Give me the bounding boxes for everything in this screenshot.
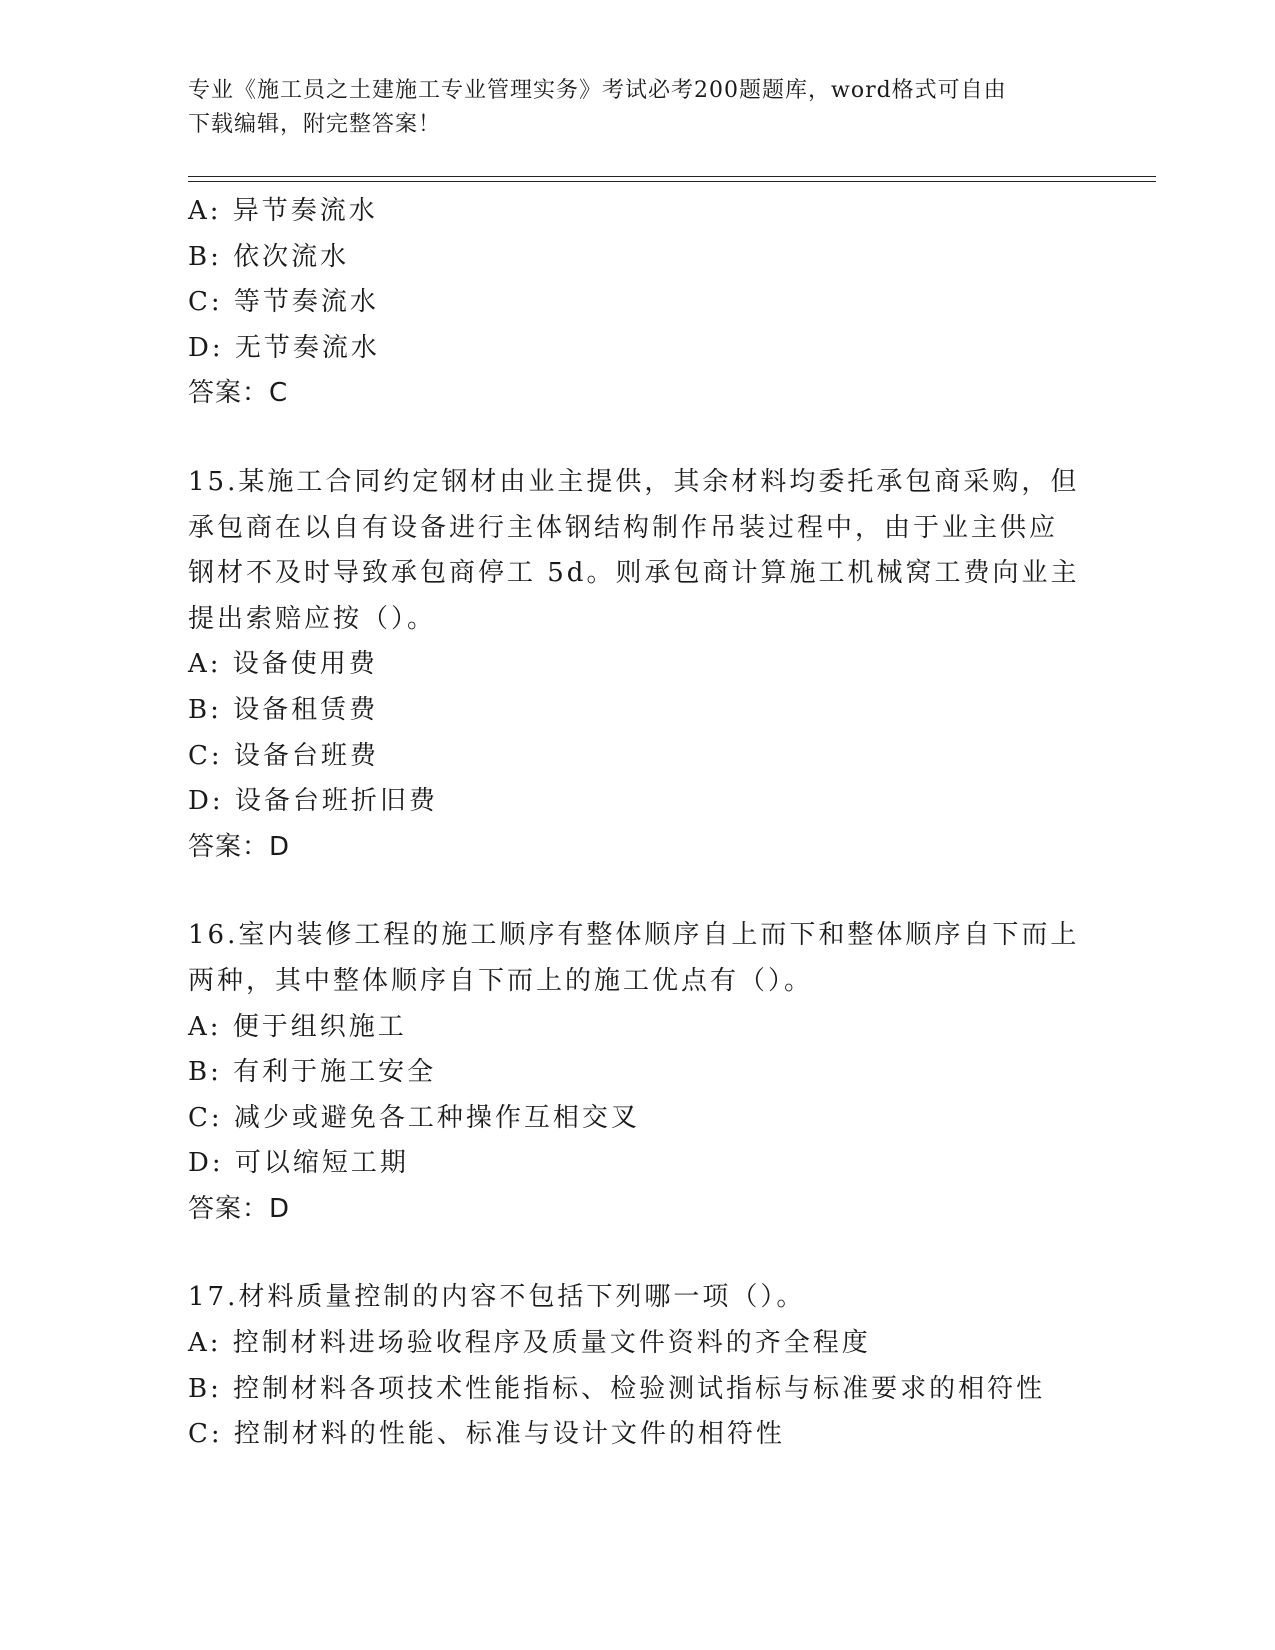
question-text-line: 16.室内装修工程的施工顺序有整体顺序自上而下和整体顺序自下而上 xyxy=(188,920,1080,951)
option-a: A: 设备使用费 xyxy=(188,649,378,680)
question-content xyxy=(188,189,1088,1458)
option-b: B: 控制材料各项技术性能指标、检验测试指标与标准要求的相符性 xyxy=(188,1373,1046,1404)
spacer xyxy=(188,870,1088,913)
question-text-line: 钢材不及时导致承包商停工 5d。则承包商计算施工机械窝工费向业主 xyxy=(188,558,1080,589)
answer-line: 答案：D xyxy=(188,831,291,862)
header-line-2: 下载编辑，附完整答案！ xyxy=(188,112,442,137)
option-a: A: 便于组织施工 xyxy=(188,1011,407,1042)
option-d: D: 无节奏流水 xyxy=(188,332,380,363)
answer-line: 答案：D xyxy=(188,1193,291,1224)
option-b: B: 依次流水 xyxy=(188,241,350,272)
question-text-line: 两种，其中整体顺序自下而上的施工优点有（）。 xyxy=(188,965,814,996)
option-c: C: 设备台班费 xyxy=(188,740,379,771)
document-header xyxy=(188,74,1068,142)
spacer xyxy=(188,1232,1088,1275)
question-text-line: 提出索赔应按（）。 xyxy=(188,603,437,634)
question-text-line: 17.材料质量控制的内容不包括下列哪一项（）。 xyxy=(188,1282,806,1313)
spacer xyxy=(188,417,1088,460)
question-16 xyxy=(188,913,1088,1232)
option-a: A: 控制材料进场验收程序及质量文件资料的齐全程度 xyxy=(188,1328,871,1359)
option-a: A: 异节奏流水 xyxy=(188,196,378,226)
question-text-line: 15.某施工合同约定钢材由业主提供，其余材料均委托承包商采购，但 xyxy=(188,466,1080,497)
option-c: C: 减少或避免各工种操作互相交叉 xyxy=(188,1102,640,1133)
header-divider-top xyxy=(188,176,1156,177)
option-b: B: 有利于施工安全 xyxy=(188,1057,437,1088)
option-b: B: 设备租赁费 xyxy=(188,694,379,725)
question-14-continued xyxy=(188,189,1088,417)
header-line-1: 专业《施工员之土建施工专业管理实务》考试必考200题题库，word格式可自由 xyxy=(188,78,1007,103)
option-d: D: 可以缩短工期 xyxy=(188,1148,409,1179)
question-17 xyxy=(188,1275,1088,1457)
answer-line: 答案：C xyxy=(188,378,289,409)
question-15 xyxy=(188,460,1088,870)
option-c: C: 控制材料的性能、标准与设计文件的相符性 xyxy=(188,1419,785,1450)
header-divider-bottom xyxy=(188,181,1156,182)
option-c: C: 等节奏流水 xyxy=(188,287,379,318)
option-d: D: 设备台班折旧费 xyxy=(188,786,438,817)
question-text-line: 承包商在以自有设备进行主体钢结构制作吊装过程中，由于业主供应 xyxy=(188,512,1059,543)
